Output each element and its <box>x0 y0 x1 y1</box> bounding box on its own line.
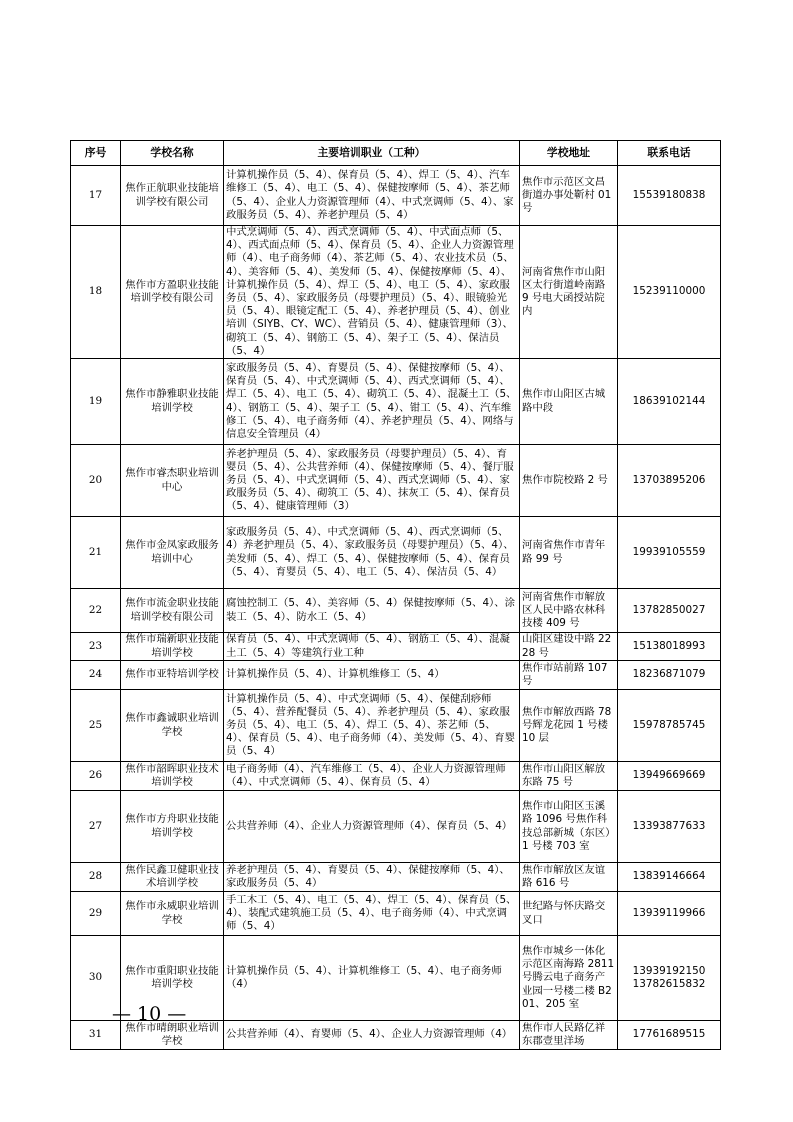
school-name: 焦作市鑫诚职业培训学校 <box>121 690 224 762</box>
table-row <box>71 690 721 762</box>
contact-phone <box>618 936 721 1021</box>
training-jobs: 家政服务员（5、4）、中式烹调师（5、4）、西式烹调师（5、4）养老护理员（5、4）、家政服务员（母婴护理员）（5、4）、美发师（5、4）、焊工（5、4）、保健按摩师（5、4）、保育员（5、4）、育婴员（5、4）、电工（5、4）、保洁员（5、4） <box>224 517 520 589</box>
contact-phone <box>618 517 721 589</box>
contact-phone <box>618 690 721 762</box>
school-name: 焦作市重阳职业技能培训学校 <box>121 936 224 1021</box>
phone-number: 13839146664 <box>632 870 706 883</box>
phone-number: 13782850027 <box>632 603 706 616</box>
row-number: 21 <box>71 517 121 589</box>
training-schools-table <box>70 140 721 1050</box>
table-row <box>71 863 721 892</box>
training-jobs: 公共营养师（4）、企业人力资源管理师（4）、保育员（5、4） <box>224 791 520 863</box>
row-number: 31 <box>71 1021 121 1050</box>
school-address: 焦作市示范区文昌街道办事处靳村 01 号 <box>520 166 618 226</box>
contact-phone <box>618 762 721 791</box>
table-row <box>71 226 721 359</box>
school-name: 焦作市亚特培训学校 <box>121 661 224 690</box>
phone-number: 19939105559 <box>632 545 706 558</box>
contact-phone <box>618 445 721 517</box>
phone-number: 13782615832 <box>632 978 706 991</box>
phone-number: 18639102144 <box>632 394 706 407</box>
header-no: 序号 <box>71 141 121 166</box>
phone-number: 15138018993 <box>632 639 706 652</box>
training-jobs: 公共营养师（4）、育婴师（5、4）、企业人力资源管理师（4） <box>224 1021 520 1050</box>
school-name: 焦作市永威职业培训学校 <box>121 892 224 936</box>
training-jobs: 腐蚀控制工（5、4）、美容师（5、4）保健按摩师（5、4）、涂装工（5、4）、防水工（5、4） <box>224 589 520 633</box>
school-name: 焦作市晴朗职业培训学校 <box>121 1021 224 1050</box>
school-address: 焦作市院校路 2 号 <box>520 445 618 517</box>
contact-phone <box>618 589 721 633</box>
training-jobs: 计算机操作员（5、4）、中式烹调师（5、4）、保健刮痧师（5、4）、营养配餐员（5、4）、养老护理员（5、4）、家政服务员（5、4）、电工（5、4）、焊工（5、4）、茶艺师（5、4）、保育员（5、4）、电子商务师（4）、美发师（5、4）、育婴员（5、4） <box>224 690 520 762</box>
contact-phone <box>618 166 721 226</box>
row-number: 24 <box>71 661 121 690</box>
school-address: 焦作市解放西路 78 号辉龙花园 1 号楼 10 层 <box>520 690 618 762</box>
training-jobs: 养老护理员（5、4）、育婴员（5、4）、保健按摩师（5、4）、家政服务员（5、4） <box>224 863 520 892</box>
school-address: 焦作市城乡一体化示范区南海路 2811 号腾云电子商务产业园一号楼二楼 B201、205 室 <box>520 936 618 1021</box>
school-name: 焦作民鑫卫健职业技术培训学校 <box>121 863 224 892</box>
row-number: 25 <box>71 690 121 762</box>
table-row <box>71 661 721 690</box>
school-name: 焦作市睿杰职业培训中心 <box>121 445 224 517</box>
training-jobs: 保育员（5、4）、中式烹调师（5、4）、钢筋工（5、4）、混凝土工（5、4）等建筑行业工种 <box>224 633 520 661</box>
page-number: — 10 — <box>112 1003 187 1025</box>
row-number: 27 <box>71 791 121 863</box>
school-address: 焦作市山阳区解放东路 75 号 <box>520 762 618 791</box>
table-row <box>71 166 721 226</box>
table-row <box>71 762 721 791</box>
phone-number: 15539180838 <box>632 188 706 201</box>
phone-number: 13939119966 <box>632 906 706 919</box>
training-jobs: 家政服务员（5、4）、育婴员（5、4）、保健按摩师（5、4）、保育员（5、4）、中式烹调师（5、4）、西式烹调师（5、4）、焊工（5、4）、电工（5、4）、砌筑工（5、4）、混凝土工（5、4）、钢筋工（5、4）、架子工（5、4）、钳工（5、4）、汽车维修工（5、4）、电子商务师（4）、养老护理员（5、4）、网络与信息安全管理员（4） <box>224 359 520 445</box>
phone-number: 13949669669 <box>632 769 706 782</box>
school-address: 焦作市山阳区玉溪路 1096 号焦作科技总部新城（东区）1 号楼 703 室 <box>520 791 618 863</box>
table-header-row <box>71 141 721 166</box>
school-address: 世纪路与怀庆路交叉口 <box>520 892 618 936</box>
school-address: 山阳区建设中路 2228 号 <box>520 633 618 661</box>
row-number: 22 <box>71 589 121 633</box>
school-name: 焦作市韶晖职业技术培训学校 <box>121 762 224 791</box>
contact-phone <box>618 661 721 690</box>
phone-number: 13393877633 <box>632 819 706 832</box>
table-row <box>71 791 721 863</box>
school-address: 河南省焦作市山阳区太行街道岭南路 9 号电大函授站院内 <box>520 226 618 359</box>
table-row <box>71 633 721 661</box>
row-number: 30 <box>71 936 121 1021</box>
contact-phone <box>618 791 721 863</box>
table-row <box>71 445 721 517</box>
school-address: 焦作市站前路 107 号 <box>520 661 618 690</box>
header-school-name: 学校名称 <box>121 141 224 166</box>
phone-number: 15239110000 <box>632 285 706 298</box>
phone-number: 17761689515 <box>632 1028 706 1041</box>
row-number: 28 <box>71 863 121 892</box>
table-body <box>71 166 721 1050</box>
training-jobs: 手工木工（5、4）、电工（5、4）、焊工（5、4）、保育员（5、4）、装配式建筑施工员（5、4）、电子商务师（4）、中式烹调师（5、4） <box>224 892 520 936</box>
training-jobs: 养老护理员（5、4）、家政服务员（母婴护理员）（5、4）、育婴员（5、4）、公共营养师（4）、保健按摩师（5、4）、餐厅服务员（5、4）、中式烹调师（5、4）、西式烹调师（5、4）、家政服务员（5、4）、砌筑工（5、4）、抹灰工（5、4）、保育员（5、4）、健康管理师（3） <box>224 445 520 517</box>
school-name: 焦作市方盈职业技能培训学校有限公司 <box>121 226 224 359</box>
contact-phone <box>618 1021 721 1050</box>
school-name: 焦作市静雅职业技能培训学校 <box>121 359 224 445</box>
header-training-jobs: 主要培训职业（工种） <box>224 141 520 166</box>
school-name: 焦作市流金职业技能培训学校有限公司 <box>121 589 224 633</box>
header-phone: 联系电话 <box>618 141 721 166</box>
contact-phone <box>618 892 721 936</box>
table-row <box>71 892 721 936</box>
school-name: 焦作市方舟职业技能培训学校 <box>121 791 224 863</box>
table-row <box>71 589 721 633</box>
school-address: 焦作市山阳区古城路中段 <box>520 359 618 445</box>
row-number: 20 <box>71 445 121 517</box>
phone-number: 15978785745 <box>632 718 706 731</box>
training-jobs: 计算机操作员（5、4）、计算机维修工（5、4） <box>224 661 520 690</box>
contact-phone <box>618 863 721 892</box>
contact-phone <box>618 633 721 661</box>
school-name: 焦作市瑞新职业技能培训学校 <box>121 633 224 661</box>
table-row <box>71 517 721 589</box>
table-row <box>71 359 721 445</box>
row-number: 29 <box>71 892 121 936</box>
phone-number: 13939192150 <box>632 964 706 977</box>
training-jobs: 电子商务师（4）、汽车维修工（5、4）、企业人力资源管理师（4）、中式烹调师（5、4）、保育员（5、4） <box>224 762 520 791</box>
school-address: 焦作市人民路亿祥东郡壹里洋场 <box>520 1021 618 1050</box>
row-number: 23 <box>71 633 121 661</box>
row-number: 26 <box>71 762 121 791</box>
contact-phone <box>618 359 721 445</box>
phone-number: 18236871079 <box>632 668 706 681</box>
phone-number: 13703895206 <box>632 473 706 486</box>
school-address: 焦作市解放区友谊路 616 号 <box>520 863 618 892</box>
school-address: 河南省焦作市青年路 99 号 <box>520 517 618 589</box>
training-jobs: 计算机操作员（5、4）、保育员（5、4）、焊工（5、4）、汽车维修工（5、4）、电工（5、4）、保健按摩师（5、4）、茶艺师（5、4）、企业人力资源管理师（4）、中式烹调师（5、4）、家政服务员（5、4）、养老护理员（5、4） <box>224 166 520 226</box>
contact-phone <box>618 226 721 359</box>
header-school-address: 学校地址 <box>520 141 618 166</box>
school-address: 河南省焦作市解放区人民中路农林科技楼 409 号 <box>520 589 618 633</box>
school-name: 焦作市金凤家政服务培训中心 <box>121 517 224 589</box>
training-jobs: 计算机操作员（5、4）、计算机维修工（5、4）、电子商务师（4） <box>224 936 520 1021</box>
training-jobs: 中式烹调师（5、4）、西式烹调师（5、4）、中式面点师（5、4）、西式面点师（5、4）、保育员（5、4）、企业人力资源管理师（4）、电子商务师（4）、茶艺师（5、4）、农业技术员（5、4）、美容师（5、4）、美发师（5、4）、保健按摩师（5、4）、计算机操作员（5、4）、焊工（5、4）、电工（5、4）、家政服务员（5、4）、家政服务员（母婴护理员）（5、4）、眼镜验光员（5、4）、眼镜定配工（5、4）、养老护理员（5、4）、创业培训（SIYB、CY、WC）、营销员（5、4）、健康管理师（3）、砌筑工（5、4）、钢筋工（5、4）、架子工（5、4）、保洁员（5、4） <box>224 226 520 359</box>
row-number: 17 <box>71 166 121 226</box>
row-number: 18 <box>71 226 121 359</box>
school-name: 焦作正航职业技能培训学校有限公司 <box>121 166 224 226</box>
row-number: 19 <box>71 359 121 445</box>
